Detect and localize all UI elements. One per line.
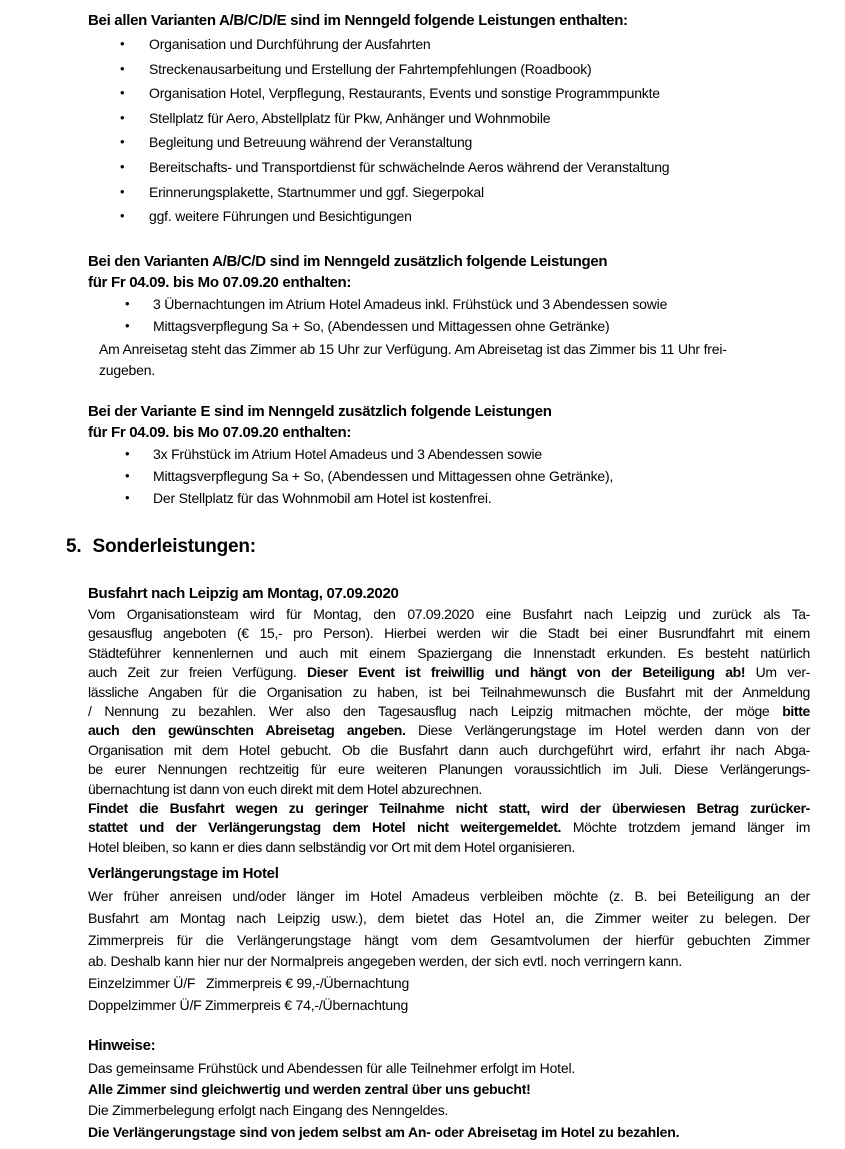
section-abcd-list [125,296,667,340]
list-item: • Begleitung und Betreuung während der Veranstaltung [120,134,473,151]
section-all-heading: Bei allen Varianten A/B/C/D/E sind im Nenngeld folgende Leistungen enthalten: [88,12,628,29]
bullet-icon: • [120,36,125,51]
list-item: • Der Stellplatz für das Wohnmobil am Hotel ist kostenfrei. [125,490,492,506]
section-e-heading-line2: für Fr 04.09. bis Mo 07.09.20 enthalten: [88,424,352,441]
bullet-icon: • [125,468,130,483]
section-abcd-note-line1: Am Anreisetag steht das Zimmer ab 15 Uhr zur Verfügung. Am Abreisetag ist das Zimmer bis 11 Uhr frei- [99,341,727,357]
list-item: • Organisation und Durchführung der Ausfahrten [120,36,431,52]
list-item: • Streckenausarbeitung und Erstellung der Fahrtempfehlungen (Roadbook) [120,60,592,77]
list-item: • ggf. weitere Führungen und Besichtigungen [120,208,412,225]
list-item: • Erinnerungsplakette, Startnummer und ggf. Siegerpokal [120,183,484,200]
bullet-icon: • [125,446,130,461]
busfahrt-emphasis-refund: Findet die Busfahrt wegen zu geringer Teilnahme nicht statt, wird der überwiesen Betrag zurücker- [88,800,810,817]
price-row-double: Doppelzimmer Ü/F Zimmerpreis € 74,-/Übernachtung [88,996,409,1013]
bullet-icon: • [125,296,130,311]
list-item: • 3 Übernachtungen im Atrium Hotel Amadeus inkl. Frühstück und 3 Abendessen sowie [125,296,668,312]
list-item: • Stellplatz für Aero, Abstellplatz für Pkw, Anhänger und Wohnmobile [120,109,551,126]
hinweise-heading: Hinweise: [88,1037,156,1054]
section-abcd-heading-line2: für Fr 04.09. bis Mo 07.09.20 enthalten: [88,274,352,291]
section5-title: Sonderleistungen: [92,536,256,557]
bullet-icon: • [125,490,130,505]
section5-number: 5. [66,536,82,557]
busfahrt-body: Vom Organisationsteam wird für Montag, den 07.09.2020 eine Busfahrt nach Leipzig und zurück als Ta- gesausflug angeboten (€ 15,- pro Person). Hierbei werden wir die Stadt bei einer Busrundfahrt mit einem Städteführer kennenlernen und auch mit einem Spaziergang die Innenstadt erkunden. Es besteht natürlich auch Zeit zur freien Verfügung. Dieser Event ist freiwillig und hängt von der Beteiligung ab! Um ver- lässliche Angaben für die Organisation zu haben, ist bei Teilnahmewunsch die Busfahrt mit der Anmeldung / Nennung zu bezahlen. Wer also den Tagesausflug nach Leipzig mitmachen möchte, der möge bitte auch den gewünschten Abreisetag angeben. Diese Verlängerungstage im Hotel werden dann von der Organisation mit dem Hotel gebucht. Ob die Busfahrt dann auch durchgeführt wird, erfahrt ihr nach Abga- be eurer Nennungen rechtzeitig für eure weiteren Planungen voraussichtlich im Juli. Diese Verlängerungs- übernachtung ist dann von euch direkt mit dem Hotel abzurechnen. Findet die Busfahrt wegen zu geringer Teilnahme nicht statt, wird der überwiesen Betrag zurücker- stattet und der Verlängerungstag dem Hotel nicht weitergemeldet. Möchte trotzdem jemand länger im Hotel bleiben, so kann er dies dann selbständig vor Ort mit dem Hotel organisieren. [88,606,811,855]
section5-heading [66,536,256,558]
bullet-icon: • [120,208,125,224]
section-e-heading-line1: Bei der Variante E sind im Nenngeld zusätzlich folgende Leistungen [88,403,552,420]
bullet-icon: • [125,318,130,333]
busfahrt-emphasis-departure: auch den gewünschten Abreisetag angeben. [88,722,406,739]
section-abcd-heading-line1: Bei den Varianten A/B/C/D sind im Nenngeld zusätzlich folgende Leistungen [88,253,608,270]
verlaengerung-heading: Verlängerungstage im Hotel [88,865,279,882]
section-all-list [120,36,669,233]
section-abcd-note-line2: zugeben. [99,362,156,378]
section-e-list [125,446,613,512]
bullet-icon: • [120,134,125,150]
bullet-icon: • [120,158,125,174]
bullet-icon: • [120,183,125,199]
list-item: • Mittagsverpflegung Sa + So, (Abendessen und Mittagessen ohne Getränke), [125,468,614,484]
list-item: • Bereitschafts- und Transportdienst für schwächelnde Aeros während der Veranstaltung [120,158,670,175]
bullet-icon: • [120,60,125,76]
verlaengerung-body: Wer früher anreisen und/oder länger im Hotel Amadeus verbleiben möchte (z. B. bei Beteiligung an der Busfahrt am Montag nach Leipzig usw.), dem bietet das Hotel an, die Zimmer weiter zu belegen. Der Zimmerpreis für die Verlängerungstage hängt vom dem Gesamtvolumen der hierfür gebuchten Zimmer ab. Deshalb kann hier nur der Normalpreis angegeben werden, der sich evtl. noch verringern kann. Einzelzimmer Ü/F Zimmerpreis € 99,-/Übernachtung Doppelzimmer Ü/F Zimmerpreis € 74,-/Übernachtung [88,886,810,1017]
list-item: • 3x Frühstück im Atrium Hotel Amadeus und 3 Abendessen sowie [125,446,542,462]
price-row-single: Einzelzimmer Ü/F Zimmerpreis € 99,-/Übernachtung [88,975,410,992]
busfahrt-heading: Busfahrt nach Leipzig am Montag, 07.09.2020 [88,585,399,602]
busfahrt-emphasis-voluntary: Dieser Event ist freiwillig und hängt von der Beteiligung ab! [307,664,746,681]
hinweise-body: Das gemeinsame Frühstück und Abendessen für alle Teilnehmer erfolgt im Hotel. Alle Zimmer sind gleichwertig und werden zentral über uns gebucht! Die Zimmerbelegung erfolgt nach Eingang des Nenngeldes. Die Verlängerungstage sind von jedem selbst am An- oder Abreisetag im Hotel zu bezahlen. [88,1060,680,1140]
bullet-icon: • [120,109,125,125]
bullet-icon: • [120,85,125,101]
list-item: • Mittagsverpflegung Sa + So, (Abendessen und Mittagessen ohne Getränke) [125,318,610,334]
list-item: • Organisation Hotel, Verpflegung, Restaurants, Events und sonstige Programmpunkte [120,85,660,102]
